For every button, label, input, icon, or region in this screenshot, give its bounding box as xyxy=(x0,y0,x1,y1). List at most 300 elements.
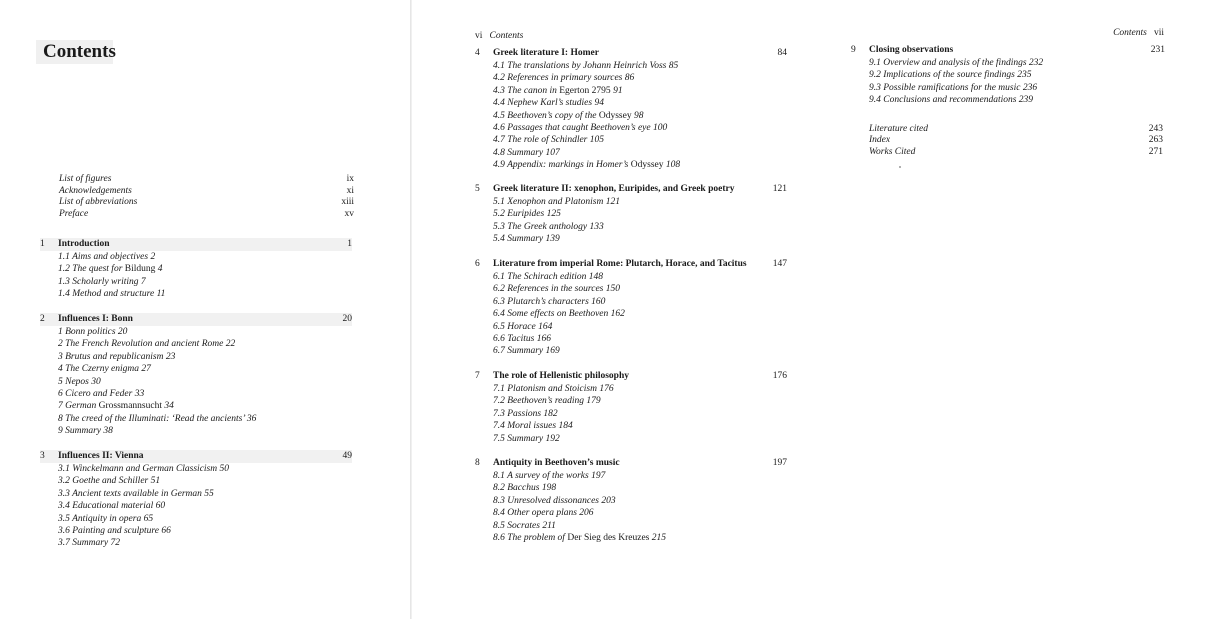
matter-label: List of abbreviations xyxy=(59,197,138,207)
section-entry xyxy=(40,263,352,275)
section-text: Overview and analysis of the findings xyxy=(883,58,1027,68)
section-text: The Greek anthology xyxy=(507,221,588,232)
chapter-heading xyxy=(475,258,787,271)
chapter-title: The role of Hellenistic philosophy xyxy=(493,371,630,381)
section-page: 197 xyxy=(591,471,606,481)
chapter-entry xyxy=(40,238,352,301)
section-page: 121 xyxy=(605,197,620,207)
section-entry xyxy=(40,276,352,288)
section-page: 2 xyxy=(150,252,156,262)
matter-page: ix xyxy=(346,174,354,184)
section-page: 164 xyxy=(538,321,553,332)
right-page xyxy=(814,0,1214,619)
section-text: Tacitus xyxy=(507,333,535,344)
chapter-number: 2 xyxy=(40,314,45,324)
section-number: 5.3 xyxy=(493,221,505,232)
section-text: Horace xyxy=(507,321,536,332)
chapter-number: 1 xyxy=(40,239,45,249)
section-number: 4.2 xyxy=(493,73,505,84)
chapter-entry xyxy=(851,44,1165,107)
section-entry xyxy=(475,408,787,420)
section-page: 34 xyxy=(164,401,174,412)
matter-label: Acknowledgements xyxy=(59,185,132,196)
folio: vi xyxy=(475,31,483,41)
matter-page: 243 xyxy=(1148,124,1163,134)
section-text: Beethoven’s reading xyxy=(507,396,585,407)
section-entry xyxy=(40,463,352,475)
chapter-number: 3 xyxy=(40,451,45,461)
section-number: 7.5 xyxy=(493,433,505,444)
chapter-title: Literature from imperial Rome: Plutarch, Horace, and Tacitus xyxy=(493,259,747,269)
section-text: References in the sources xyxy=(507,284,604,295)
section-entry xyxy=(40,288,352,300)
section-entry xyxy=(475,383,787,395)
section-entry xyxy=(40,388,352,400)
section-page: 91 xyxy=(613,85,623,96)
section-entry xyxy=(475,221,787,233)
section-entry xyxy=(475,433,787,445)
section-entry xyxy=(475,296,787,308)
section-text-roman: Grossmannsucht xyxy=(98,401,162,412)
chapter-heading xyxy=(475,457,787,470)
section-entry xyxy=(851,82,1165,94)
matter-item xyxy=(59,174,354,186)
section-number: 4.4 xyxy=(493,98,505,109)
section-text: Goethe and Schiller xyxy=(72,476,149,487)
section-entry xyxy=(475,85,787,97)
section-text: References in primary sources xyxy=(507,73,623,84)
section-number: 8.4 xyxy=(493,508,505,519)
section-number: 8.3 xyxy=(493,495,505,506)
section-entry xyxy=(475,482,787,494)
section-page: 125 xyxy=(546,209,561,220)
section-number: 4.9 xyxy=(493,160,505,171)
section-number: 8 xyxy=(58,413,63,424)
section-page: 206 xyxy=(579,508,594,519)
section-number: 6 xyxy=(58,388,63,399)
section-text: Plutarch’s characters xyxy=(507,296,589,307)
section-entry xyxy=(475,345,787,357)
section-page: 215 xyxy=(651,532,666,543)
section-number: 6.2 xyxy=(493,284,505,295)
section-text: German xyxy=(65,401,99,412)
section-number: 5.2 xyxy=(493,209,505,220)
matter-page: xv xyxy=(344,208,354,219)
chapter-page: 1 xyxy=(347,239,352,249)
chapter-page: 147 xyxy=(772,259,787,269)
section-entry xyxy=(475,333,787,345)
section-text: The Schirach edition xyxy=(507,272,587,282)
chapter-heading xyxy=(40,313,352,326)
section-entry xyxy=(40,513,352,525)
section-entry xyxy=(475,420,787,432)
section-entry xyxy=(475,321,787,333)
chapter-title: Antiquity in Beethoven’s music xyxy=(493,458,620,468)
section-entry xyxy=(40,413,352,425)
section-page: 94 xyxy=(594,98,604,109)
section-entry xyxy=(40,363,352,375)
section-page: 105 xyxy=(589,135,604,146)
section-page: 236 xyxy=(1022,82,1038,93)
section-number: 3 xyxy=(58,351,63,362)
section-page: 4 xyxy=(157,264,163,275)
section-text: Euripides xyxy=(507,209,545,220)
running-head-right xyxy=(1113,28,1164,38)
chapter-title: Greek literature II: xenophon, Euripides, and Greek poetry xyxy=(493,184,735,194)
matter-label: Literature cited xyxy=(869,124,929,134)
section-number: 3.2 xyxy=(58,476,70,487)
section-number: 8.1 xyxy=(493,471,505,481)
chapter-heading xyxy=(475,183,787,196)
section-number: 4.5 xyxy=(493,110,505,121)
section-page: 182 xyxy=(543,408,558,419)
chapter-heading xyxy=(40,450,352,463)
section-page: 232 xyxy=(1028,58,1044,68)
section-entry xyxy=(475,97,787,109)
section-entry xyxy=(40,525,352,537)
section-entry xyxy=(475,134,787,146)
section-page: 150 xyxy=(605,284,620,295)
section-number: 5.4 xyxy=(493,234,505,245)
chapter-title: Closing observations xyxy=(869,45,954,55)
section-number: 3.5 xyxy=(58,513,70,524)
section-text-roman: Bildung xyxy=(124,264,156,275)
section-text: Brutus and republicanism xyxy=(65,351,164,362)
section-number: 8.2 xyxy=(493,483,505,494)
section-text: Some effects on Beethoven xyxy=(507,309,609,320)
chapter-title: Influences I: Bonn xyxy=(58,314,133,324)
left-page xyxy=(0,0,412,619)
chapter-title: Introduction xyxy=(58,239,110,249)
section-entry xyxy=(851,57,1165,69)
section-page: 55 xyxy=(204,488,214,499)
running-head-text: Contents xyxy=(1113,28,1147,38)
chapter-number: 5 xyxy=(475,184,480,194)
section-number: 4.1 xyxy=(493,61,505,71)
chapter-page: 20 xyxy=(342,314,352,324)
matter-item xyxy=(59,209,354,221)
folio: vii xyxy=(1153,28,1164,38)
section-page: 166 xyxy=(536,333,551,344)
section-text-roman: Egerton 2795 xyxy=(559,85,611,96)
page-mark xyxy=(899,166,901,168)
matter-page: 263 xyxy=(1148,135,1163,146)
matter-item xyxy=(869,147,1163,158)
section-text: Cicero and Feder xyxy=(65,388,133,399)
section-entry xyxy=(40,351,352,363)
section-page: 72 xyxy=(110,538,121,549)
section-page: 50 xyxy=(219,464,229,474)
chapter-page: 121 xyxy=(772,184,787,194)
section-text: Scholarly writing xyxy=(72,276,139,287)
section-page: 33 xyxy=(134,388,145,399)
section-text: The translations by Johann Heinrich Voss xyxy=(507,61,667,71)
section-number: 4 xyxy=(58,364,63,375)
section-number: 8.6 xyxy=(493,532,505,543)
section-text: Moral issues xyxy=(507,421,557,432)
section-page: 51 xyxy=(150,476,161,487)
chapter-heading xyxy=(851,44,1165,57)
section-page: 60 xyxy=(155,501,166,512)
section-page: 139 xyxy=(545,234,560,245)
section-number: 4.6 xyxy=(493,122,505,133)
section-entry xyxy=(851,94,1165,106)
matter-item xyxy=(59,197,354,209)
section-page: 30 xyxy=(91,376,101,387)
section-entry xyxy=(40,400,352,412)
section-text: The Czerny enigma xyxy=(65,364,140,375)
section-text: Method and structure xyxy=(72,289,155,300)
chapter-page: 197 xyxy=(772,458,787,468)
chapter-heading xyxy=(40,238,352,251)
chapter-page: 49 xyxy=(342,451,352,461)
running-head-left xyxy=(475,31,523,41)
section-text: The creed of the Illuminati: ‘Read the ancients’ xyxy=(65,413,245,424)
section-entry xyxy=(475,233,787,245)
section-page: 86 xyxy=(624,73,635,84)
section-text: Conclusions and recommendations xyxy=(883,95,1017,106)
section-text: Nepos xyxy=(65,376,89,387)
section-entry xyxy=(475,520,787,532)
section-page: 239 xyxy=(1018,95,1034,106)
section-number: 4.3 xyxy=(493,85,505,96)
chapter-number: 9 xyxy=(851,45,856,55)
section-text: A survey of the works xyxy=(507,471,589,481)
section-text: Antiquity in opera xyxy=(72,513,142,524)
section-number: 1.3 xyxy=(58,276,70,287)
section-entry xyxy=(40,425,352,437)
section-page: 160 xyxy=(591,296,606,307)
section-text-roman: Odyssey xyxy=(630,160,664,171)
section-page: 198 xyxy=(541,483,557,494)
section-number: 6.4 xyxy=(493,309,505,320)
chapter-entry xyxy=(40,450,352,550)
section-page: 20 xyxy=(117,327,128,337)
chapter-page: 176 xyxy=(772,371,787,381)
chapter-heading xyxy=(475,47,787,60)
section-number: 6.7 xyxy=(493,346,505,357)
section-page: 192 xyxy=(545,433,560,444)
section-number: 3.4 xyxy=(58,501,70,512)
matter-item xyxy=(59,186,354,198)
section-text: The canon in xyxy=(507,85,560,96)
section-text: Ancient texts available in German xyxy=(72,488,202,499)
middle-page xyxy=(412,0,814,619)
section-entry xyxy=(851,69,1165,81)
section-number: 8.5 xyxy=(493,520,505,531)
section-entry xyxy=(40,326,352,338)
matter-label: List of figures xyxy=(59,174,112,184)
section-text: The French Revolution and ancient Rome xyxy=(65,339,224,350)
section-text: Platonism and Stoicism xyxy=(507,384,597,394)
section-number: 6.3 xyxy=(493,296,505,307)
section-page: 27 xyxy=(141,364,151,375)
chapter-heading xyxy=(475,370,787,383)
section-entry xyxy=(475,271,787,283)
section-number: 1.4 xyxy=(58,289,70,300)
section-page: 169 xyxy=(545,346,560,357)
section-text: Implications of the source findings xyxy=(883,70,1015,81)
section-entry xyxy=(475,122,787,134)
matter-item xyxy=(869,135,1163,146)
section-number: 9.2 xyxy=(869,70,881,81)
section-text: Possible ramifications for the music xyxy=(883,82,1021,93)
section-page: 203 xyxy=(601,495,616,506)
section-number: 2 xyxy=(58,339,63,350)
chapter-entry xyxy=(475,183,787,246)
section-number: 4.7 xyxy=(493,135,505,146)
chapter-number: 8 xyxy=(475,458,480,468)
section-number: 6.5 xyxy=(493,321,505,332)
chapter-number: 4 xyxy=(475,48,480,58)
section-page: 133 xyxy=(589,221,604,232)
back-matter-list xyxy=(869,124,1163,158)
section-number: 3.6 xyxy=(58,525,70,536)
section-page: 98 xyxy=(633,110,644,121)
section-text: Other opera plans xyxy=(507,508,577,519)
section-entry xyxy=(475,395,787,407)
section-number: 7.3 xyxy=(493,408,505,419)
chapter-number: 7 xyxy=(475,371,480,381)
section-text: Unresolved dissonances xyxy=(507,495,599,506)
section-entry xyxy=(475,470,787,482)
section-number: 7 xyxy=(58,401,63,412)
chapter-page: 231 xyxy=(1150,45,1165,55)
section-page: 66 xyxy=(161,525,171,536)
section-page: 65 xyxy=(143,513,154,524)
section-page: 36 xyxy=(246,413,257,424)
chapter-title: Influences II: Vienna xyxy=(58,451,144,461)
matter-label: Works Cited xyxy=(869,146,916,157)
section-number: 3.7 xyxy=(58,538,70,549)
section-entry xyxy=(475,495,787,507)
section-page: 211 xyxy=(542,520,556,531)
section-page: 162 xyxy=(610,309,625,320)
section-entry xyxy=(475,532,787,544)
matter-page: xiii xyxy=(341,197,354,207)
contents-title: Contents xyxy=(36,40,113,64)
section-text: Bonn politics xyxy=(65,327,116,337)
section-text: Painting and sculpture xyxy=(72,525,159,536)
section-text: Beethoven’s copy of the xyxy=(507,110,599,121)
section-number: 1.2 xyxy=(58,264,70,275)
section-number: 3.3 xyxy=(58,488,70,499)
section-text: Summary xyxy=(507,147,544,158)
section-text: Summary xyxy=(65,426,102,437)
section-number: 3.1 xyxy=(58,464,70,474)
section-page: 7 xyxy=(140,276,146,287)
section-entry xyxy=(475,60,787,72)
section-entry xyxy=(40,537,352,549)
section-entry xyxy=(40,488,352,500)
section-text: Appendix: markings in Homer’s xyxy=(507,160,631,171)
front-matter-list xyxy=(59,174,354,220)
section-entry xyxy=(475,507,787,519)
section-entry xyxy=(40,251,352,263)
section-number: 4.8 xyxy=(493,147,505,158)
section-entry xyxy=(475,308,787,320)
matter-label: Index xyxy=(869,135,891,146)
section-entry xyxy=(40,475,352,487)
section-text: Socrates xyxy=(507,520,540,531)
section-page: 108 xyxy=(665,160,681,171)
section-entry xyxy=(475,110,787,122)
section-number: 6.1 xyxy=(493,272,505,282)
section-number: 9 xyxy=(58,426,63,437)
matter-page: 271 xyxy=(1148,146,1163,157)
section-text: Summary xyxy=(72,538,109,549)
section-number: 7.2 xyxy=(493,396,505,407)
section-text-roman: Der Sieg des Kreuzes xyxy=(567,532,650,543)
chapter-entry xyxy=(475,47,787,172)
chapter-entry xyxy=(40,313,352,438)
section-entry xyxy=(475,147,787,159)
section-text: Xenophon and Platonism xyxy=(507,197,604,207)
chapter-number: 6 xyxy=(475,259,480,269)
section-page: 179 xyxy=(586,396,601,407)
section-page: 107 xyxy=(545,147,560,158)
section-text: Winckelmann and German Classicism xyxy=(72,464,218,474)
section-entry xyxy=(40,338,352,350)
section-text: Summary xyxy=(507,234,544,245)
section-entry xyxy=(475,283,787,295)
section-number: 5 xyxy=(58,376,63,387)
matter-label: Preface xyxy=(59,208,89,219)
section-number: 1.1 xyxy=(58,252,70,262)
section-number: 7.1 xyxy=(493,384,505,394)
section-entry xyxy=(475,208,787,220)
section-text: Passions xyxy=(507,408,542,419)
section-text: Nephew Karl’s studies xyxy=(507,98,593,109)
section-number: 6.6 xyxy=(493,333,505,344)
section-entry xyxy=(40,500,352,512)
section-text: Aims and objectives xyxy=(72,252,149,262)
matter-item xyxy=(869,124,1163,135)
section-number: 9.1 xyxy=(869,58,881,68)
matter-page: xi xyxy=(346,185,354,196)
section-text: Summary xyxy=(507,346,544,357)
section-text: Summary xyxy=(507,433,544,444)
section-page: 176 xyxy=(599,384,614,394)
section-page: 85 xyxy=(668,61,679,71)
chapter-title: Greek literature I: Homer xyxy=(493,48,599,58)
section-page: 11 xyxy=(156,289,166,300)
section-number: 9.4 xyxy=(869,95,881,106)
section-text: The problem of xyxy=(507,532,568,543)
section-text: Bacchus xyxy=(507,483,540,494)
section-page: 235 xyxy=(1017,70,1032,81)
section-text-roman: Odyssey xyxy=(598,110,632,121)
chapter-entry xyxy=(475,457,787,544)
section-page: 148 xyxy=(588,272,604,282)
section-entry xyxy=(40,376,352,388)
section-page: 23 xyxy=(165,351,176,362)
section-number: 9.3 xyxy=(869,82,881,93)
section-page: 22 xyxy=(225,339,236,350)
section-page: 184 xyxy=(558,421,573,432)
section-text: The quest for xyxy=(72,264,125,275)
chapter-entry xyxy=(475,258,787,358)
section-number: 7.4 xyxy=(493,421,505,432)
chapter-page: 84 xyxy=(777,48,787,58)
section-text: Passages that caught Beethoven’s eye xyxy=(507,122,651,133)
section-entry xyxy=(475,196,787,208)
running-head-text: Contents xyxy=(489,31,524,41)
section-number: 5.1 xyxy=(493,197,505,207)
section-page: 100 xyxy=(652,122,668,133)
section-entry xyxy=(475,72,787,84)
section-page: 38 xyxy=(103,426,113,437)
